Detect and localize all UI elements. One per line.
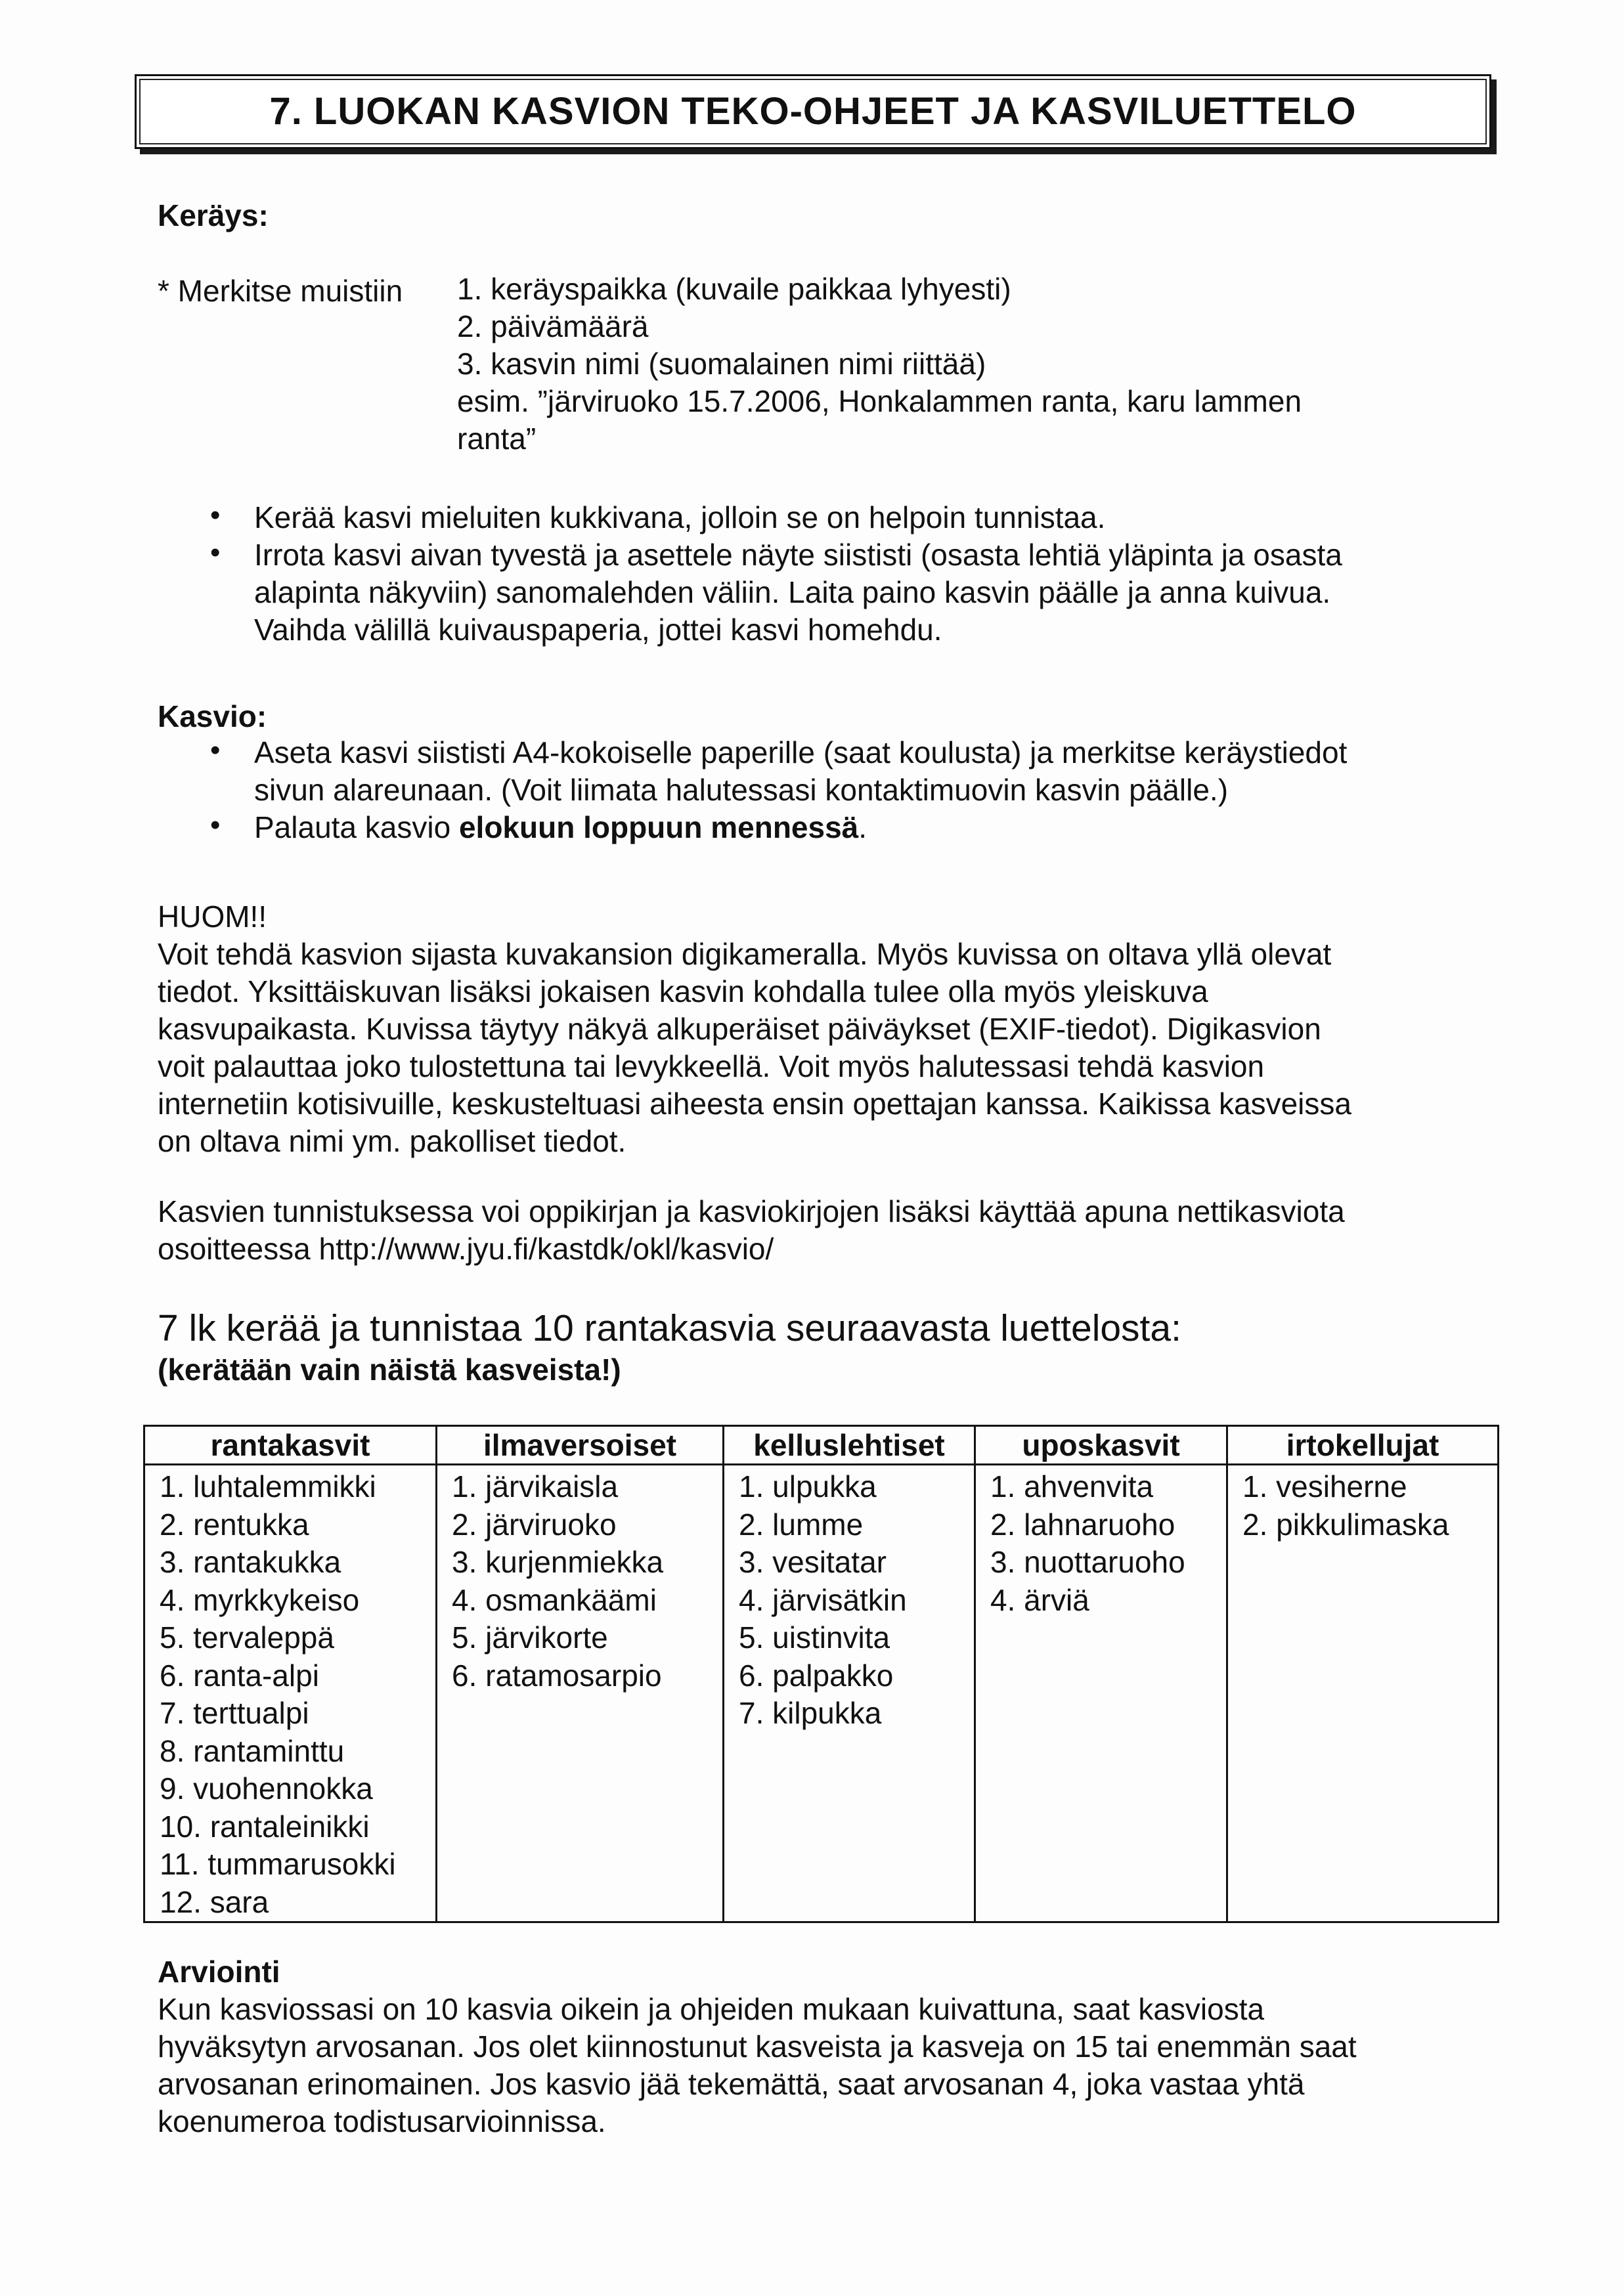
column-header-irtokellujat: irtokellujat [1227, 1426, 1499, 1465]
plant-item: 2. rentukka [160, 1507, 309, 1542]
plant-item: 7. terttualpi [160, 1696, 309, 1730]
identification-section: Kasvien tunnistuksessa voi oppikirjan ja kasviokirjojen lisäksi käyttää apuna nettikasviota osoitteessa http://www.jyu.fi/kastdk/okl/kasvio/ [158, 1194, 1345, 1266]
plant-item: 5. uistinvita [739, 1620, 890, 1655]
bullet-item: • Palauta kasvio elokuun loppuun mennessä. [161, 809, 1347, 846]
plant-item: 12. sara [160, 1884, 269, 1919]
record-item: 1. keräyspaikka (kuvaile paikkaa lyhyesti) [457, 272, 1011, 306]
section-heading-keräys: Keräys: [158, 198, 269, 232]
column-header-uposkasvit: uposkasvit [975, 1426, 1227, 1465]
kasvio-bullets [161, 734, 1347, 846]
record-list [457, 271, 1302, 458]
plant-item: 2. pikkulimaska [1242, 1507, 1449, 1542]
record-item: 3. kasvin nimi (suomalainen nimi riittää) [457, 347, 986, 381]
plant-item: 5. tervaleppä [160, 1620, 334, 1655]
title-box [135, 74, 1491, 149]
kasvio-url-link[interactable]: http://www.jyu.fi/kastdk/okl/kasvio/ [318, 1232, 774, 1266]
table-header-row [144, 1426, 1499, 1465]
plant-item: 6. palpakko [739, 1658, 894, 1693]
column-cell-ilmaversoiset [437, 1465, 724, 1922]
example-text: esim. ”järviruoko 15.7.2006, Honkalammen ranta, karu lammen [457, 384, 1302, 418]
plant-item: 3. rantakukka [160, 1545, 341, 1579]
plant-item: 1. luhtalemmikki [160, 1469, 376, 1504]
plant-item: 1. ahvenvita [990, 1469, 1154, 1504]
plant-item: 3. nuottaruoho [990, 1545, 1185, 1579]
column-header-ilmaversoiset: ilmaversoiset [437, 1426, 724, 1465]
page-title: 7. LUOKAN KASVION TEKO-OHJEET JA KASVILUETTELO [269, 90, 1357, 133]
column-cell-kelluslehtiset [724, 1465, 975, 1922]
plant-item: 3. vesitatar [739, 1545, 887, 1579]
note-label: * Merkitse muistiin [158, 274, 403, 308]
example-text: ranta” [457, 422, 537, 456]
table-row [144, 1465, 1499, 1922]
record-item: 2. päivämäärä [457, 309, 649, 343]
collection-bullets [161, 499, 1342, 649]
plant-item: 4. myrkkykeiso [160, 1582, 360, 1617]
plant-item: 4. järvisätkin [739, 1582, 907, 1617]
plant-item: 1. järvikaisla [452, 1469, 619, 1504]
plant-item: 7. kilpukka [739, 1696, 882, 1730]
plant-item: 9. vuohennokka [160, 1771, 373, 1806]
plant-item: 3. kurjenmiekka [452, 1545, 664, 1579]
column-cell-rantakasvit [144, 1465, 437, 1922]
plant-item: 1. vesiherne [1242, 1469, 1407, 1504]
column-cell-irtokellujat [1227, 1465, 1499, 1922]
bullet-item: • Irrota kasvi aivan tyvestä ja asettele näyte siististi (osasta lehtiä yläpinta ja osasta alapinta näkyviin) sanomalehden väliin. Laita paino kasvin päälle ja anna kuivua. Vaihda välillä kuivauspaperia, jottei kasvi homehdu. [161, 536, 1342, 649]
huom-heading: HUOM!! [158, 899, 267, 934]
plant-item: 8. rantaminttu [160, 1733, 345, 1768]
plant-item: 5. järvikorte [452, 1620, 608, 1655]
column-cell-uposkasvit [975, 1465, 1227, 1922]
plant-item: 4. osmankäämi [452, 1582, 657, 1617]
column-header-kelluslehtiset: kelluslehtiset [724, 1426, 975, 1465]
plant-item: 2. lahnaruoho [990, 1507, 1175, 1542]
plant-item: 4. ärviä [990, 1582, 1089, 1617]
plant-item: 2. järviruoko [452, 1507, 617, 1542]
plant-item: 10. rantaleinikki [160, 1809, 370, 1844]
bullet-item: • Aseta kasvi siististi A4-kokoiselle paperille (saat koulusta) ja merkitse keräystiedot sivun alareunaan. (Voit liimata halutessasi kontaktimuovin kasvin päälle.) [161, 734, 1347, 809]
plant-item: 2. lumme [739, 1507, 864, 1542]
bullet-item: • Kerää kasvi mieluiten kukkivana, jolloin se on helpoin tunnistaa. [161, 499, 1342, 536]
plant-table [143, 1425, 1499, 1923]
list-heading: 7 lk kerää ja tunnistaa 10 rantakasvia seuraavasta luettelosta: [158, 1307, 1181, 1349]
plant-item: 11. tummarusokki [160, 1847, 396, 1881]
list-subheading: (kerätään vain näistä kasveista!) [158, 1353, 621, 1387]
arviointi-heading: Arviointi [158, 1955, 280, 1989]
column-header-rantakasvit: rantakasvit [144, 1426, 437, 1465]
deadline-text: elokuun loppuun mennessä [458, 810, 859, 844]
plant-item: 1. ulpukka [739, 1469, 877, 1504]
huom-section: HUOM!! Voit tehdä kasvion sijasta kuvakansion digikameralla. Myös kuvissa on oltava yllä olevat tiedot. Yksittäiskuvan lisäksi jokaisen kasvin kohdalla tulee olla myös yleiskuva kasvupaikasta. Kuvissa täytyy näkyä alkuperäiset päiväykset (EXIF-tiedot). Digikasvion voit palauttaa joko tulostettuna tai levykkeellä. Voit myös halutessasi tehdä kasvion internetiin kotisivuille, keskusteltuasi aiheesta ensin opettajan kanssa. Kaikissa kasveissa on oltava nimi ym. pakolliset tiedot. [158, 899, 1351, 1158]
plant-item: 6. ranta-alpi [160, 1658, 319, 1693]
plant-item: 6. ratamosarpio [452, 1658, 662, 1693]
section-heading-kasvio: Kasvio: [158, 699, 267, 733]
arviointi-section: Arviointi Kun kasviossasi on 10 kasvia oikein ja ohjeiden mukaan kuivattuna, saat kasviosta hyväksytyn arvosanan. Jos olet kiinnostunut kasveista ja kasveja on 15 tai enemmän saat arvosanan erinomainen. Jos kasvio jää tekemättä, saat arvosanan 4, joka vastaa yhtä koenumeroa todistusarvioinnissa. [158, 1955, 1357, 2138]
